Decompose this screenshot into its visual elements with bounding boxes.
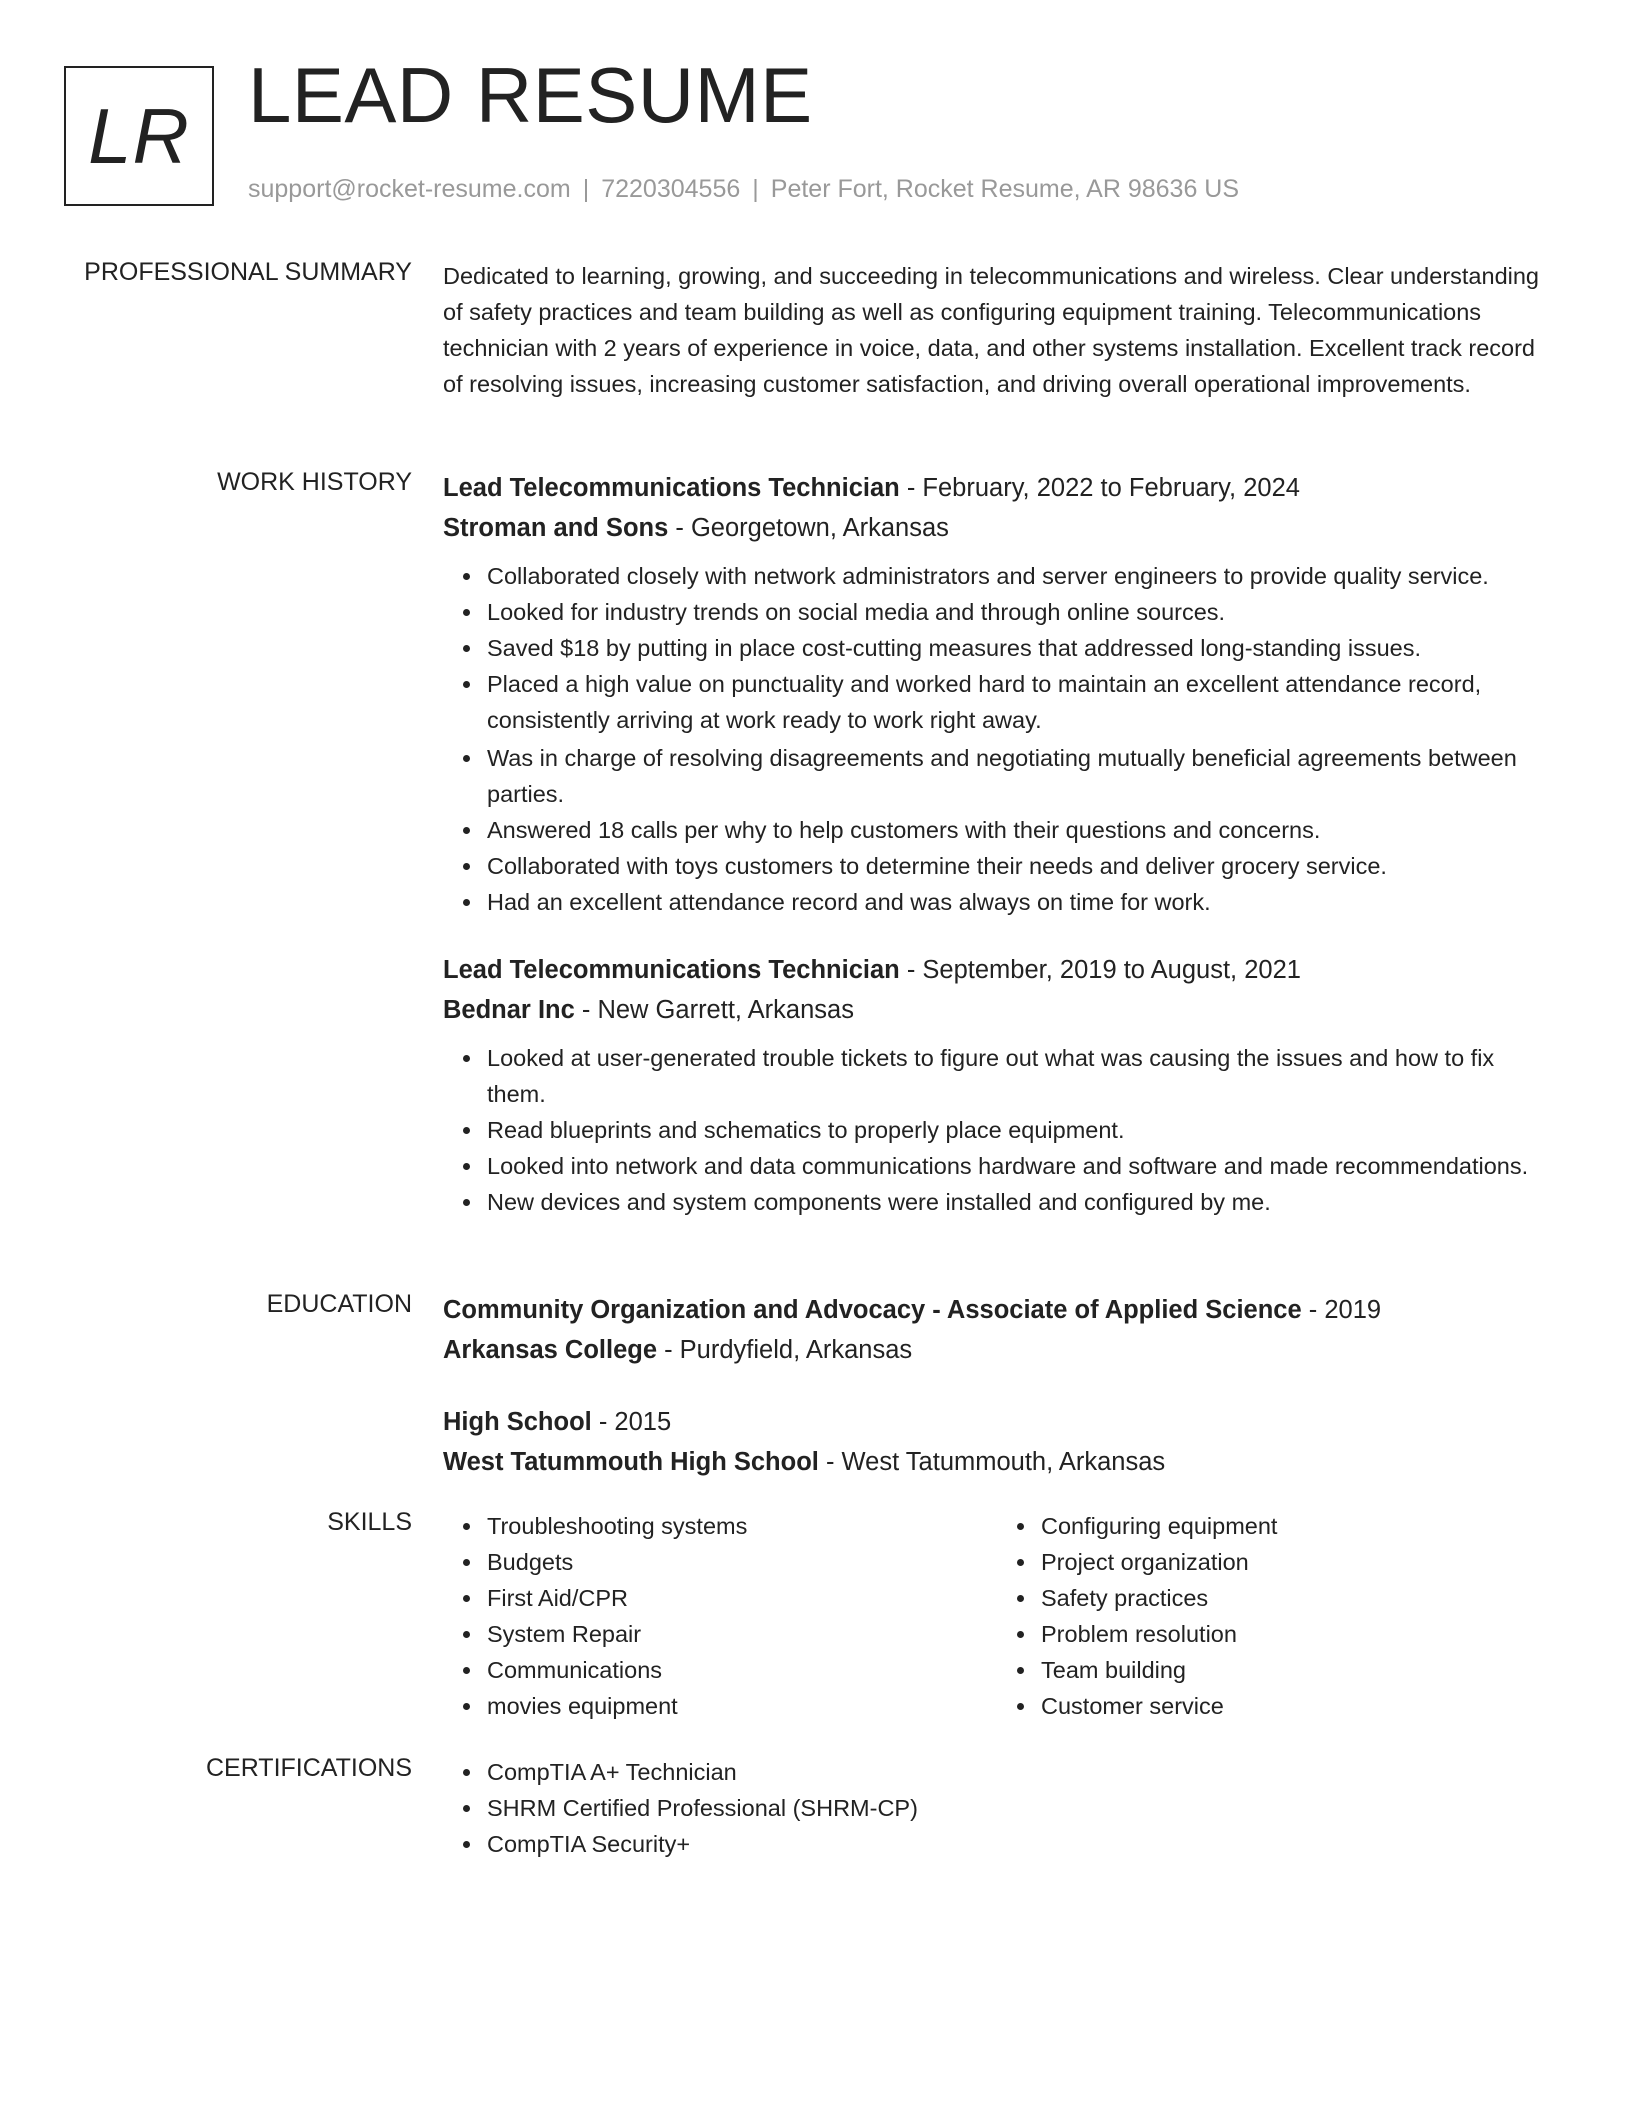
education-school-line [443,1442,1553,1482]
job-company: Stroman and Sons [443,514,669,542]
job-title-line [443,950,1553,990]
education-year: - 2015 [591,1408,672,1436]
list-item: CompTIA A+ Technician [487,1754,1553,1790]
list-item: Answered 18 calls per why to help customers with their questions and concerns. [487,812,1553,848]
job-dates: - September, 2019 to August, 2021 [899,956,1301,984]
certifications-body [443,1754,1553,1862]
skills-column-right [997,1508,1541,1724]
list-item: SHRM Certified Professional (SHRM-CP) [487,1790,1553,1826]
contact-email[interactable]: support@rocket-resume.com [248,175,571,203]
summary-text: Dedicated to learning, growing, and succeeding in telecommunications and wireless. Clear understanding of safety practices and team building as well as configuring equipment training. Telecommunications technician with 2 years of experience in voice, data, and other systems installation. Excellent track record of resolving issues, increasing customer satisfaction, and driving overall operational improvements. [443,263,1539,397]
list-item: System Repair [487,1616,987,1652]
job-title: Lead Telecommunications Technician [443,474,900,502]
list-item: Collaborated with toys customers to determine their needs and deliver grocery service. [487,848,1553,884]
list-item: Had an excellent attendance record and was always on time for work. [487,884,1553,920]
contact-phone[interactable]: 7220304556 [601,175,741,203]
job-location: - New Garrett, Arkansas [574,996,854,1024]
list-item: New devices and system components were installed and configured by me. [487,1184,1553,1220]
section-heading-education: EDUCATION [266,1290,412,1318]
list-item: Customer service [1041,1688,1541,1724]
list-item: Project organization [1041,1544,1541,1580]
job-company: Bednar Inc [443,996,575,1024]
section-heading-skills: SKILLS [327,1508,412,1536]
job-company-line [443,508,1553,548]
list-item: Team building [1041,1652,1541,1688]
list-item: Was in charge of resolving disagreements and negotiating mutually beneficial agreements between parties. [487,740,1553,812]
list-item: Looked at user-generated trouble tickets to figure out what was causing the issues and how to fix them. [487,1040,1553,1112]
education-degree-line [443,1290,1553,1330]
list-item: Configuring equipment [1041,1508,1541,1544]
skills-column-left [443,1508,987,1724]
resume-name: LEAD RESUME [248,51,813,139]
education-body [443,1290,1553,1482]
education-entry [443,1290,1553,1370]
certifications-list [443,1754,1553,1862]
monogram-logo: LR [64,66,214,206]
education-school-line [443,1330,1553,1370]
list-item: Problem resolution [1041,1616,1541,1652]
job-bullets [443,558,1553,920]
job-location: - Georgetown, Arkansas [668,514,949,542]
job-dates: - February, 2022 to February, 2024 [899,474,1300,502]
job-entry [443,468,1553,920]
section-heading-certifications: CERTIFICATIONS [205,1754,412,1782]
education-location: - West Tatummouth, Arkansas [818,1448,1166,1476]
contact-separator: | [752,175,759,203]
list-item: Read blueprints and schematics to properly place equipment. [487,1112,1553,1148]
contact-separator: | [582,175,590,203]
job-entry [443,950,1553,1220]
education-degree: Community Organization and Advocacy - Associate of Applied Science [443,1296,1302,1324]
list-item: Collaborated closely with network administrators and server engineers to provide quality service. [487,558,1553,594]
list-item: movies equipment [487,1688,987,1724]
education-year: - 2019 [1301,1296,1382,1324]
list-item: Placed a high value on punctuality and worked hard to maintain an excellent attendance record, consistently arriving at work ready to work right away. [487,666,1553,738]
skills-body [443,1508,1553,1724]
list-item: Looked for industry trends on social media and through online sources. [487,594,1553,630]
education-degree-line [443,1402,1553,1442]
list-item: First Aid/CPR [487,1580,987,1616]
contact-line [248,175,1239,204]
job-company-line [443,990,1553,1030]
job-title-line [443,468,1553,508]
summary-body [443,258,1553,402]
work-history-body [443,468,1553,1220]
education-entry [443,1402,1553,1482]
skills-grid [443,1508,1553,1724]
list-item: Safety practices [1041,1580,1541,1616]
education-school: West Tatummouth High School [443,1448,819,1476]
education-school: Arkansas College [443,1336,658,1364]
section-heading-summary: PROFESSIONAL SUMMARY [84,258,412,286]
contact-address: Peter Fort, Rocket Resume, AR 98636 US [770,175,1240,203]
list-item: Looked into network and data communications hardware and software and made recommendations. [487,1148,1553,1184]
education-degree: High School [443,1408,592,1436]
section-heading-work-history: WORK HISTORY [217,468,412,496]
list-item: CompTIA Security+ [487,1826,1553,1862]
list-item: Saved $18 by putting in place cost-cutting measures that addressed long-standing issues. [487,630,1553,666]
list-item: Troubleshooting systems [487,1508,987,1544]
list-item: Budgets [487,1544,987,1580]
job-title: Lead Telecommunications Technician [443,956,900,984]
list-item: Communications [487,1652,987,1688]
education-location: - Purdyfield, Arkansas [657,1336,913,1364]
job-bullets [443,1040,1553,1220]
